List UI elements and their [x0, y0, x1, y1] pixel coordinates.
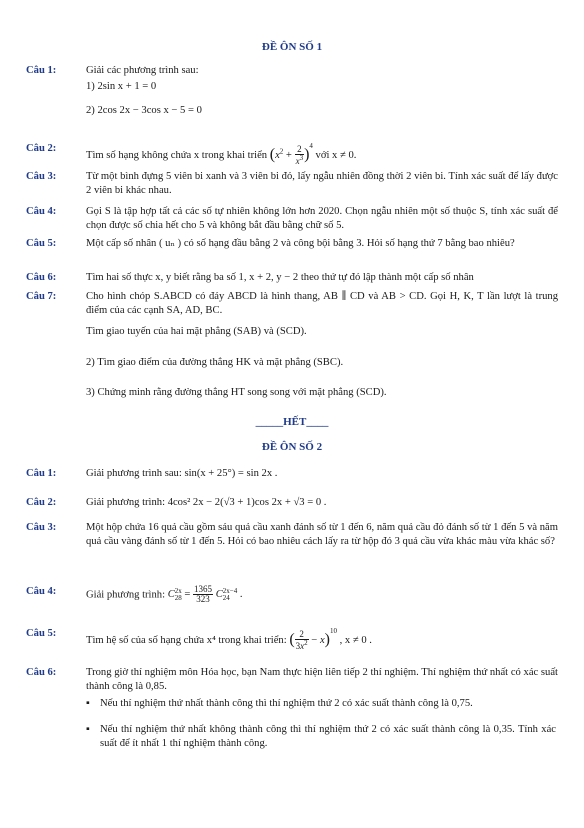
question-label: Câu 2: [26, 497, 57, 508]
question-label: Câu 5: [26, 628, 57, 639]
binomial-expression: ($x^2$ + $\frac{2}{x^3}$ )$^4$ [269, 142, 313, 167]
bullet-icon: ▪ [86, 724, 90, 735]
exam-2-question-6-bullet-1: ▪ Nếu thí nghiệm thứ nhất thành công thì thí nghiệm thứ 2 có xác suất thành công là 0,75. [86, 698, 473, 709]
exam-2-title: ĐỀ ÔN SỐ 2 [261, 441, 323, 453]
question-text: Tìm hai số thực x, y biết rằng ba số 1, x + 2, y − 2 theo thứ tự đó lập thành một cấp số nhân [86, 272, 474, 283]
question-text: Trong giờ thí nghiệm môn Hóa học, bạn Nam thực hiện liên tiếp 2 thí nghiệm. Thí nghiệm thứ nhất có xác suất thành công là 0,85. [86, 667, 558, 692]
end-marker: _____HẾT____ [255, 416, 329, 428]
question-condition: với x ≠ 0. [315, 150, 357, 161]
exam-1-question-1-part-2: 2) 2cos 2x − 3cos x − 5 = 0 [86, 105, 202, 116]
question-text: Một cấp số nhân ( uₙ ) có số hạng đầu bằng 2 và công bội bằng 3. Hỏi số hạng thứ 7 bằng bao nhiêu? [86, 238, 515, 249]
exam-1-question-3 [26, 170, 558, 198]
exam-1-question-7-part-3: 3) Chứng minh rằng đường thẳng HT song song với mặt phẳng (SCD). [86, 387, 387, 398]
question-label: Câu 1: [26, 65, 57, 76]
exam-2-question-2 [26, 496, 558, 510]
exam-1-question-7 [26, 290, 558, 318]
exam-1-question-2 [26, 142, 558, 167]
question-text: Cho hình chóp S.ABCD có đáy ABCD là hình thang, AB ∥ CD và AB > CD. Gọi H, K, T lần lượt là trung điểm của các cạnh SA, AD, BC. [86, 291, 558, 316]
exam-1-title: ĐỀ ÔN SỐ 1 [261, 41, 323, 53]
question-text: Giải phương trình: [86, 589, 166, 601]
question-text: Một hộp chứa 16 quả cầu gồm sáu quả cầu xanh đánh số từ 1 đến 6, năm quả cầu đỏ đánh số từ 1 đến 5 và năm quả cầu vàng đánh số từ 1 đến 5. Hỏi có bao nhiêu cách lấy ra từ hộp đó 3 quả cầu vừa khác màu vừa khác số? [86, 522, 558, 547]
question-label: Câu 4: [26, 586, 57, 597]
exam-1-question-1-part-1: 1) 2sin x + 1 = 0 [86, 81, 157, 92]
exam-1-question-4 [26, 205, 558, 233]
question-label: Câu 1: [26, 468, 57, 479]
question-text: Giải các phương trình sau: [86, 65, 199, 76]
exam-2-question-6 [26, 666, 558, 694]
exam-1-question-6 [26, 271, 558, 285]
exam-2-question-1 [26, 467, 558, 481]
exam-1-question-7-part-1: Tìm giao tuyến của hai mặt phẳng (SAB) và (SCD). [86, 326, 307, 337]
bullet-icon: ▪ [86, 698, 90, 709]
question-text: Tìm hệ số của số hạng chứa x⁴ trong khai triển: [86, 635, 287, 646]
exam-1-question-1 [26, 64, 558, 78]
exam-2-question-4 [26, 585, 558, 605]
question-label: Câu 6: [26, 667, 57, 678]
exam-2-question-3 [26, 521, 558, 549]
question-text: Từ một bình đựng 5 viên bi xanh và 3 viên bi đỏ, lấy ngẫu nhiên đồng thời 2 viên bi. Tính xác suất để lấy được 2 viên bi khác nhau. [86, 171, 558, 196]
question-label: Câu 3: [26, 522, 57, 533]
question-condition: , x ≠ 0 . [339, 635, 372, 646]
exam-1-question-7-part-2: 2) Tìm giao điểm của đường thẳng HK và mặt phẳng (SBC). [86, 357, 344, 368]
question-label: Câu 5: [26, 238, 57, 249]
question-label: Câu 2: [26, 143, 57, 154]
question-label: Câu 7: [26, 291, 57, 302]
question-text: Giải phương trình sau: [86, 468, 182, 479]
question-text: Giải phương trình: [86, 497, 166, 508]
exam-2-question-6-bullet-2: ▪ Nếu thí nghiệm thứ nhất không thành công thì thí nghiệm thứ 2 có xác suất thành công là 0,35. Tính xác suất để ít nhất 1 thí nghiệm thành công. [86, 724, 556, 749]
question-text: Gọi S là tập hợp tất cả các số tự nhiên không lớn hơn 2020. Chọn ngẫu nhiên một số thuộc S, tính xác suất để chọn được số chia hết cho 5 và không bắt đầu bằng chữ số 5. [86, 206, 558, 231]
question-text: Tìm số hạng không chứa x trong khai triển [86, 150, 268, 161]
equation: 4cos² 2x − 2(√3 + 1)cos 2x + √3 = 0 . [167, 497, 327, 508]
question-label: Câu 3: [26, 171, 57, 182]
question-label: Câu 4: [26, 206, 57, 217]
binomial-expression: ( $\frac{2}{3x^2}$ − x)$^{10}$ [289, 627, 337, 652]
exam-1-question-5 [26, 237, 558, 251]
exam-2-question-5 [26, 627, 558, 652]
combination-equation: C 2x 28 = $\frac{1365}{323}$ C 2x−4 24 . [167, 584, 243, 605]
equation: sin(x + 25°) = sin 2x . [184, 468, 278, 479]
question-label: Câu 6: [26, 272, 57, 283]
